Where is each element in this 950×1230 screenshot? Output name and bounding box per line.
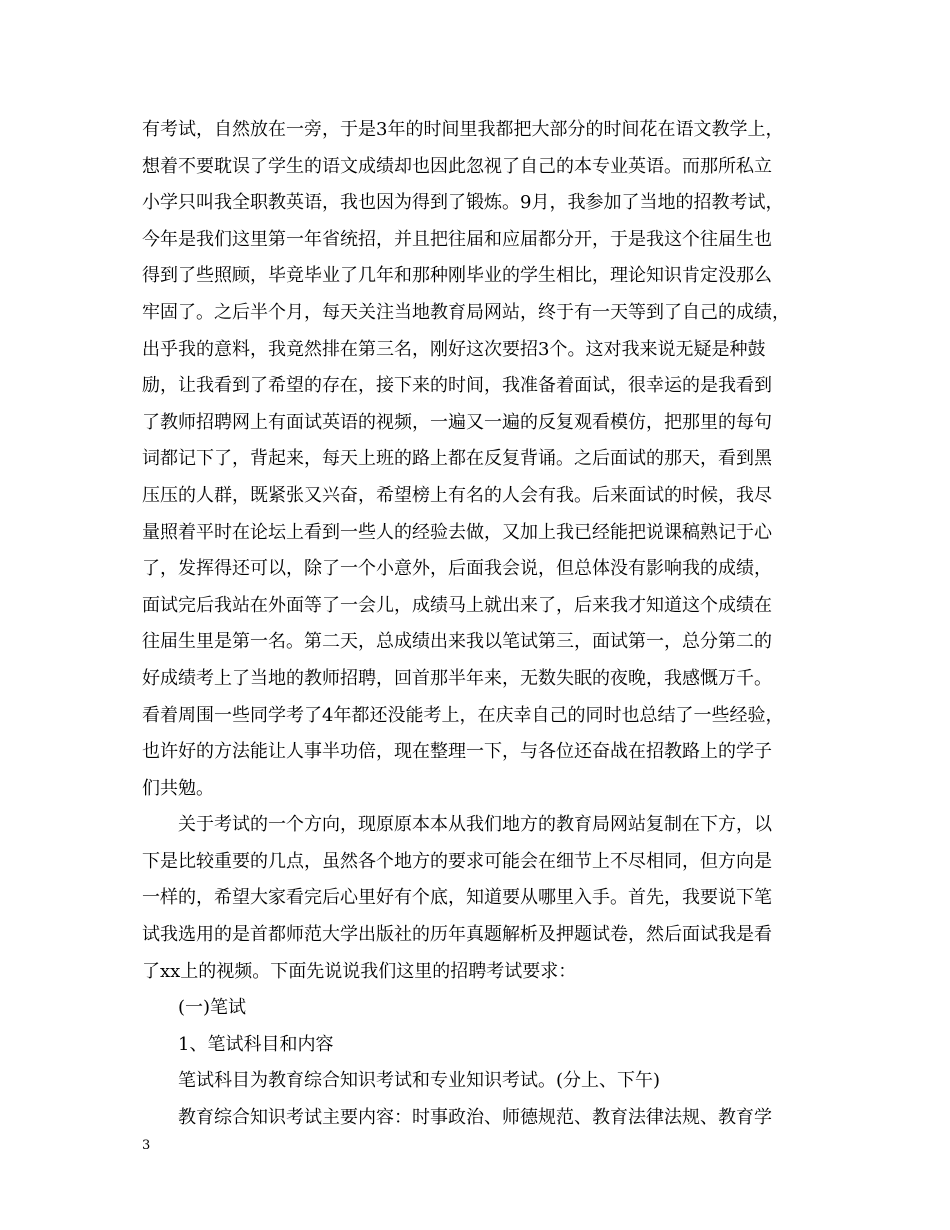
paragraph-1: [142, 112, 832, 807]
text-line: 试我选用的是首都师范大学出版社的历年真题解析及押题试卷，然后面试我是看: [142, 924, 772, 946]
text-line: 一样的，希望大家看完后心里好有个底，知道要从哪里入手。首先，我要说下笔: [142, 887, 772, 909]
text-line: 今年是我们这里第一年省统招，并且把往届和应届都分开，于是我这个往届生也: [142, 228, 772, 250]
text-line: 往届生里是第一名。第二天，总成绩出来我以笔试第三，面试第一，总分第二的: [142, 631, 772, 653]
text-line: 有考试，自然放在一旁，于是3年的时间里我都把大部分的时间花在语文教学上，: [142, 119, 784, 140]
text-line: 出乎我的意料，我竟然排在第三名，刚好这次要招3个。这对我来说无疑是种鼓: [142, 338, 766, 360]
text-line: 小学只叫我全职教英语，我也因为得到了锻炼。9月，我参加了当地的招教考试，: [142, 192, 784, 214]
text-line: 词都记下了，背起来，每天上班的路上都在反复背诵。之后面试的那天，看到黑: [142, 448, 772, 470]
text-line: 了xx上的视频。下面先说说我们这里的招聘考试要求：: [142, 960, 577, 982]
text-line: 牢固了。之后半个月，每天关注当地教育局网站，终于有一天等到了自己的成绩，: [142, 301, 790, 323]
text-line: 想着不要耽误了学生的语文成绩却也因此忽视了自己的本专业英语。而那所私立: [142, 155, 772, 177]
text-line: 压压的人群，既紧张又兴奋，希望榜上有名的人会有我。后来面试的时候，我尽: [142, 484, 772, 506]
subjects-paragraph: 笔试科目为教育综合知识考试和专业知识考试。(分上、下午): [178, 1070, 661, 1092]
text-line: 量照着平时在论坛上看到一些人的经验去做，又加上我已经能把说课稿熟记于心: [142, 521, 772, 543]
text-line: 看着周围一些同学考了4年都还没能考上，在庆幸自己的同时也总结了一些经验，: [142, 704, 784, 726]
content-paragraph: 教育综合知识考试主要内容：时事政治、师德规范、教育法律法规、教育学: [178, 1107, 772, 1129]
paragraph-2: [142, 807, 832, 990]
text-line: 好成绩考上了当地的教师招聘，回首那半年来，无数失眠的夜晚，我感慨万千。: [142, 667, 772, 689]
body-text: [142, 112, 832, 1137]
text-line: 了教师招聘网上有面试英语的视频，一遍又一遍的反复观看模仿，把那里的每句: [142, 411, 772, 433]
text-line: 关于考试的一个方向，现原原本本从我们地方的教育局网站复制在下方，以: [178, 814, 772, 836]
text-line: 们共勉。: [142, 777, 214, 799]
text-line: 下是比较重要的几点，虽然各个地方的要求可能会在细节上不尽相同，但方向是: [142, 850, 772, 872]
section-heading-written-exam: (一)笔试: [178, 997, 247, 1019]
text-line: 面试完后我站在外面等了一会儿，成绩马上就出来了，后来我才知道这个成绩在: [142, 594, 772, 616]
text-line: 也许好的方法能让人事半功倍，现在整理一下，与各位还奋战在招教路上的学子: [142, 741, 772, 763]
subsection-heading-subjects: 1、笔试科目和内容: [178, 1033, 334, 1055]
text-line: 得到了些照顾，毕竟毕业了几年和那种刚毕业的学生相比，理论知识肯定没那么: [142, 265, 772, 287]
text-line: 了，发挥得还可以，除了一个小意外，后面我会说，但总体没有影响我的成绩，: [142, 558, 772, 580]
text-line: 励，让我看到了希望的存在，接下来的时间，我准备着面试，很幸运的是我看到: [142, 375, 772, 397]
page-number: 3: [142, 1138, 151, 1153]
